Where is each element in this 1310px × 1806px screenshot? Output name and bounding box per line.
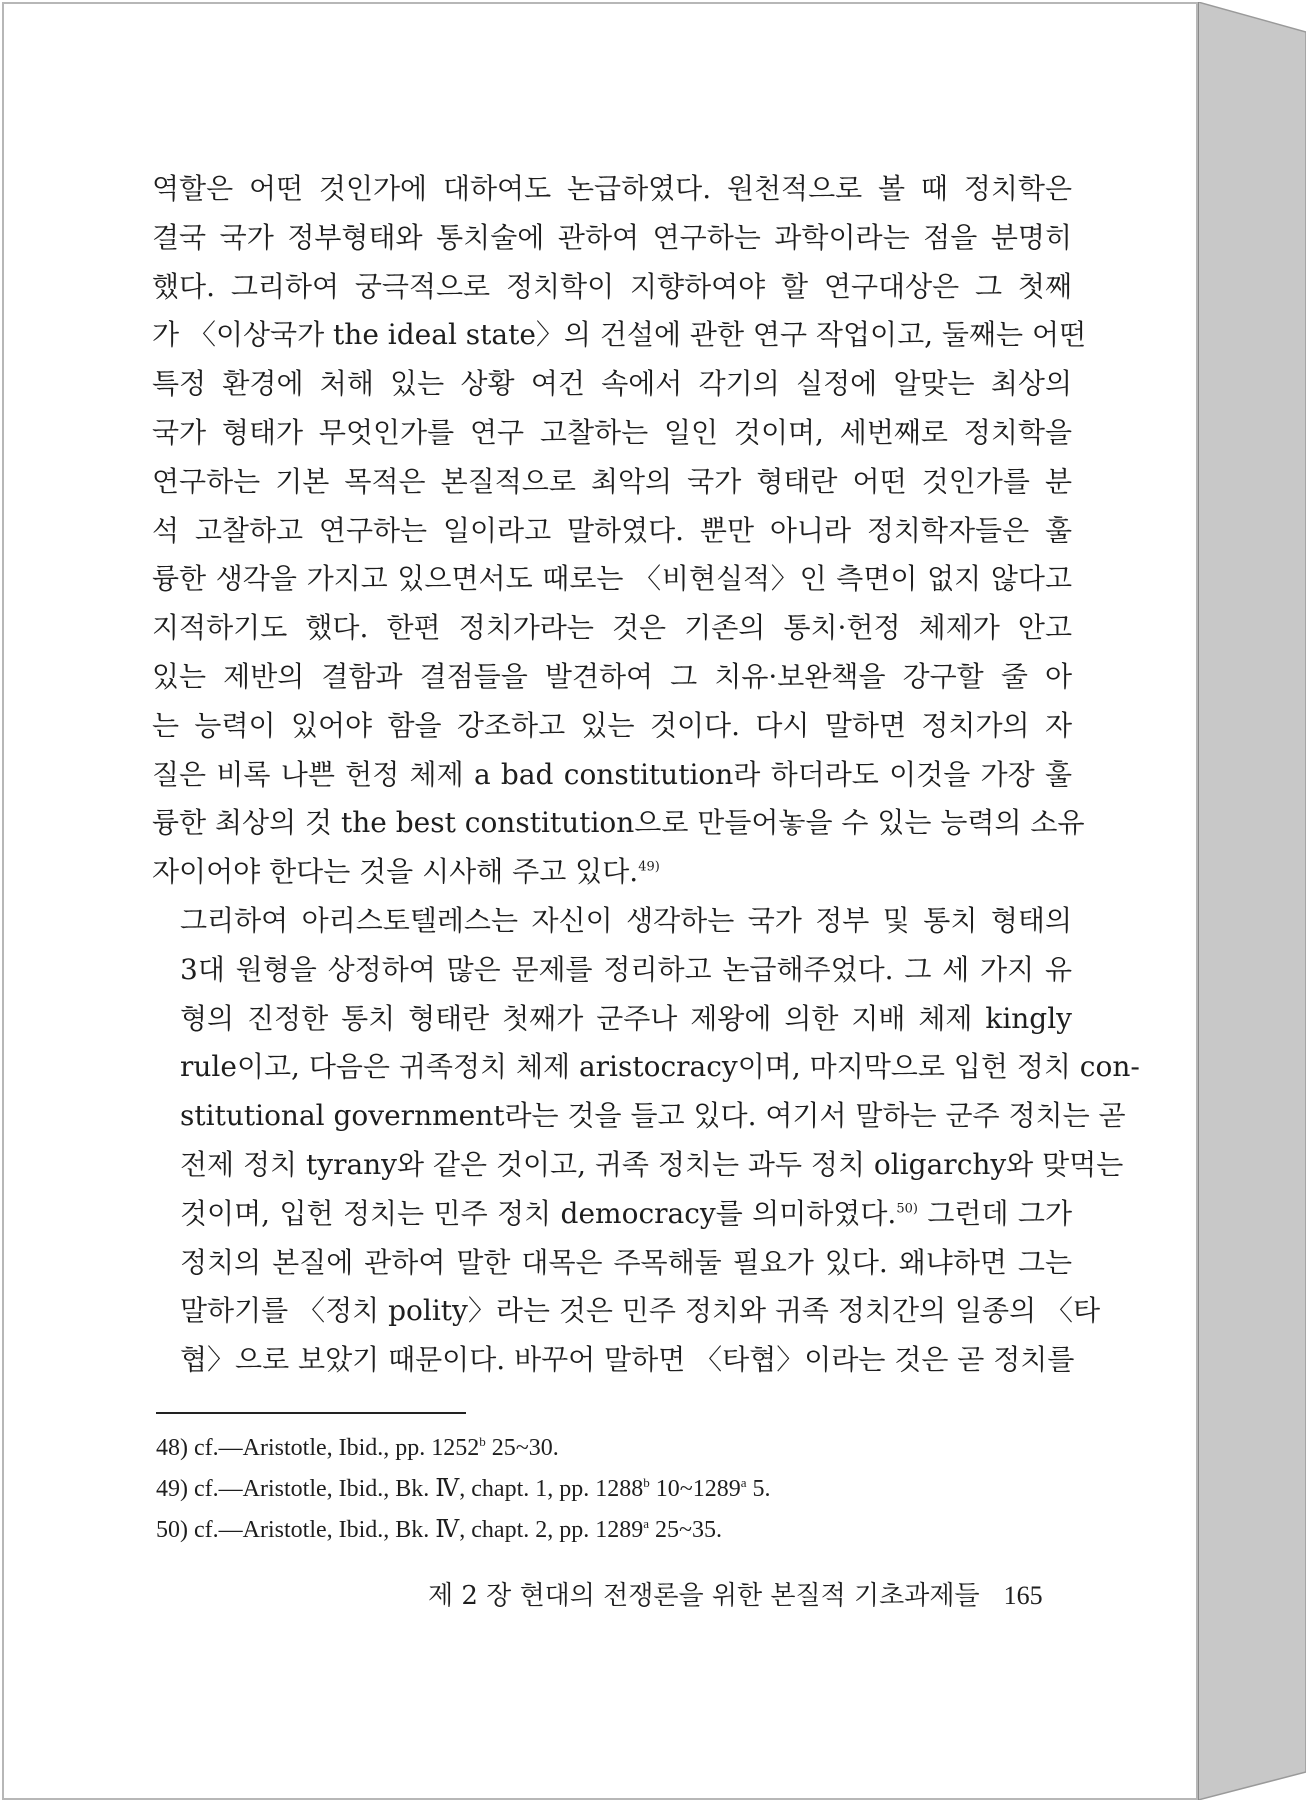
footnote-ref: 49) — [638, 859, 660, 875]
book-page-edge — [1198, 2, 1306, 1800]
footnote-48 — [156, 1428, 1056, 1469]
text-line-last — [152, 848, 1072, 897]
book-thickness-shape — [1198, 2, 1306, 1800]
text-line: 결국 국가 정부형태와 통치술에 관하여 연구하는 과학이라는 점을 분명히 — [152, 220, 1072, 254]
running-footer — [428, 1578, 1048, 1614]
footnote-number: 50) — [156, 1517, 188, 1543]
text-line: 했다. 그리하여 궁극적으로 정치학이 지향하여야 할 연구대상은 그 첫째 — [152, 269, 1072, 303]
text-line: 륭한 최상의 것 the best constitution으로 만들어놓을 수 있는 능력의 소유 — [152, 806, 1085, 840]
text-line: 특정 환경에 처해 있는 상황 여건 속에서 각기의 실정에 알맞는 최상의 — [152, 367, 1072, 401]
text-line: 역할은 어떤 것인가에 대하여도 논급하였다. 원천적으로 볼 때 정치학은 — [152, 172, 1072, 205]
text-line: 정치의 본질에 관하여 말한 대목은 주목해둘 필요가 있다. 왜냐하면 그는 — [180, 1245, 1072, 1279]
text-line: 전제 정치 tyrany와 같은 것이고, 귀족 정치는 과두 정치 oligarchy와 맞먹는 — [180, 1147, 1124, 1181]
text-line: 는 능력이 있어야 함을 강조하고 있는 것이다. 다시 말하면 정치가의 자 — [152, 708, 1072, 742]
page-body — [152, 165, 1140, 1385]
footnote-ref: 50) — [896, 1201, 918, 1217]
footnote-superscript: b — [643, 1475, 650, 1490]
footnote-text: cf.—Aristotle, Ibid., pp. 1252 — [188, 1435, 480, 1461]
footnote-text: 5. — [746, 1476, 771, 1502]
text-line: rule이고, 다음은 귀족정치 체제 aristocracy이며, 마지막으로 입헌 정치 con- — [180, 1050, 1140, 1084]
text-line: 3대 원형을 상정하여 많은 문제를 정리하고 논급해주었다. 그 세 가지 유 — [180, 952, 1072, 986]
page-number: 165 — [1003, 1581, 1043, 1610]
text-line: 석 고찰하고 연구하는 일이라고 말하였다. 뿐만 아니라 정치학자들은 훌 — [152, 513, 1072, 547]
text-line: 연구하는 기본 목적은 본질적으로 최악의 국가 형태란 어떤 것인가를 분 — [152, 464, 1072, 498]
footnote-separator — [156, 1412, 466, 1414]
text-line: 가 〈이상국가 the ideal state〉의 건설에 관한 연구 작업이고, 둘째는 어떤 — [152, 318, 1087, 352]
text-line: 형의 진정한 통치 형태란 첫째가 군주나 제왕에 의한 지배 체제 kingly — [180, 1001, 1072, 1035]
text-line: 협〉으로 보았기 때문이다. 바꾸어 말하면 〈타협〉이라는 것은 곧 정치를 — [180, 1343, 1075, 1377]
text-segment: 그런데 그가 — [917, 1196, 1073, 1230]
text-line: 그리하여 아리스토텔레스는 자신이 생각하는 국가 정부 및 통치 형태의 — [180, 903, 1072, 937]
text-line: 국가 형태가 무엇인가를 연구 고찰하는 일인 것이며, 세번째로 정치학을 — [152, 415, 1072, 449]
footnote-text: cf.—Aristotle, Ibid., Bk. Ⅳ, chapt. 1, pp. 1288 — [188, 1476, 644, 1502]
footnote-text: cf.—Aristotle, Ibid., Bk. Ⅳ, chapt. 2, pp. 1289 — [188, 1517, 644, 1543]
text-line: stitutional government라는 것을 들고 있다. 여기서 말하는 군주 정치는 곧 — [180, 1099, 1126, 1133]
footnote-50 — [156, 1510, 1056, 1551]
text-line: 있는 제반의 결함과 결점들을 발견하여 그 치유·보완책을 강구할 줄 아 — [152, 659, 1072, 693]
footnote-text: 10~1289 — [649, 1476, 741, 1502]
paragraph-2 — [152, 897, 1140, 1385]
footnote-49 — [156, 1469, 1056, 1510]
footnote-number: 48) — [156, 1435, 188, 1461]
text-line-content: 자이어야 한다는 것을 시사해 주고 있다. — [152, 855, 639, 889]
footnote-superscript: a — [740, 1475, 747, 1490]
footnote-superscript: a — [643, 1516, 650, 1531]
text-line: 질은 비록 나쁜 헌정 체제 a bad constitution라 하더라도 이것을 가장 훌 — [152, 757, 1072, 791]
text-line — [152, 1190, 1072, 1239]
chapter-title: 제 2 장 현대의 전쟁론을 위한 본질적 기초과제들 — [428, 1581, 980, 1611]
text-line: 륭한 생각을 가지고 있으면서도 때로는 〈비현실적〉인 측면이 없지 않다고 — [152, 562, 1072, 596]
footnote-superscript: b — [479, 1434, 486, 1449]
footnote-text: 25~35. — [649, 1517, 723, 1543]
text-line: 지적하기도 했다. 한편 정치가라는 것은 기존의 통치·헌정 체제가 안고 — [152, 611, 1072, 645]
footnote-text: 25~30. — [485, 1435, 559, 1461]
footnote-number: 49) — [156, 1476, 188, 1502]
paragraph-1 — [152, 165, 1087, 897]
footnotes — [156, 1428, 1056, 1551]
text-segment: 것이며, 입헌 정치는 민주 정치 democracy를 의미하였다. — [180, 1196, 897, 1230]
text-line: 말하기를 〈정치 polity〉라는 것은 민주 정치와 귀족 정치간의 일종의 〈타 — [180, 1294, 1101, 1328]
